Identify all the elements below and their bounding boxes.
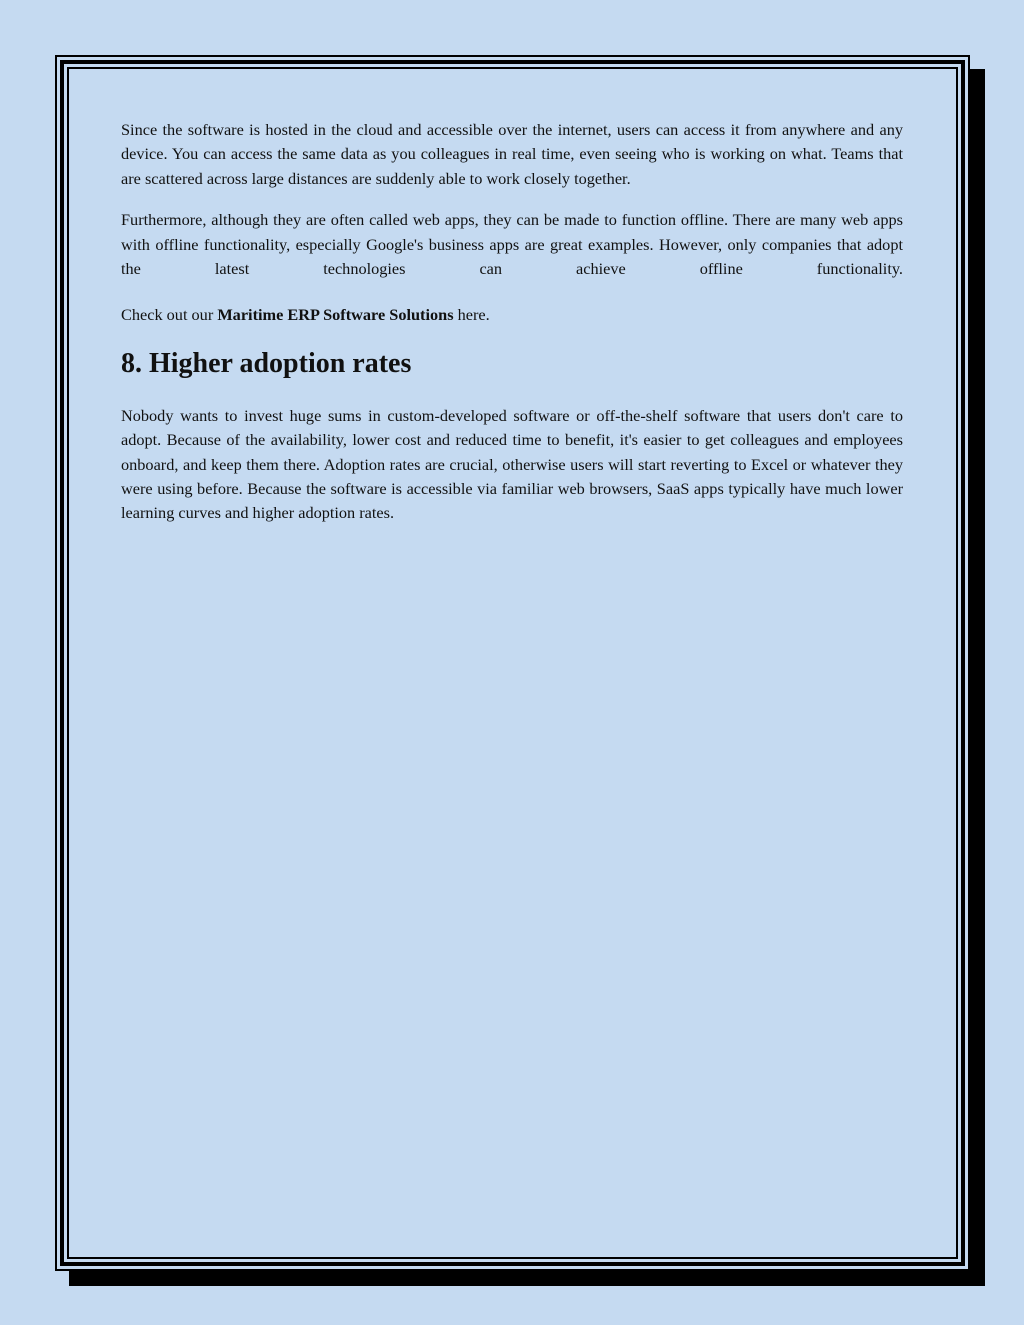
- cta-link-text: Maritime ERP Software Solutions: [217, 305, 454, 325]
- paragraph-cloud-access: Since the software is hosted in the cloud and accessible over the internet, users can access it from anywhere and any device. You can access the same data as you colleagues in real time, even seeing who is working on what. Teams that are scattered across large distances are suddenly able to work closely together.: [121, 120, 903, 188]
- page-content: [121, 118, 903, 543]
- paragraph-offline: Furthermore, although they are often called web apps, they can be made to function offline. There are many web apps with offline functionality, especially Google's business apps are great examples. However, only companies that adopt the latest technologies can achieve offline functionality.: [121, 210, 903, 279]
- paragraph-adoption: Nobody wants to invest huge sums in custom-developed software or off-the-shelf software that users don't care to adopt. Because of the availability, lower cost and reduced time to benefit, it's easier to get colleagues and employees onboard, and keep them there. Adoption rates are crucial, otherwise users will start reverting to Excel or whatever they were using before. Because the software is accessible via familiar web browsers, SaaS apps typically have much lower learning curves and higher adoption rates.: [121, 405, 903, 523]
- section-heading: 8. Higher adoption rates: [121, 347, 412, 379]
- cta-prefix: Check out our: [121, 305, 218, 325]
- call-to-action: [121, 303, 903, 327]
- cta-suffix: here.: [453, 305, 490, 325]
